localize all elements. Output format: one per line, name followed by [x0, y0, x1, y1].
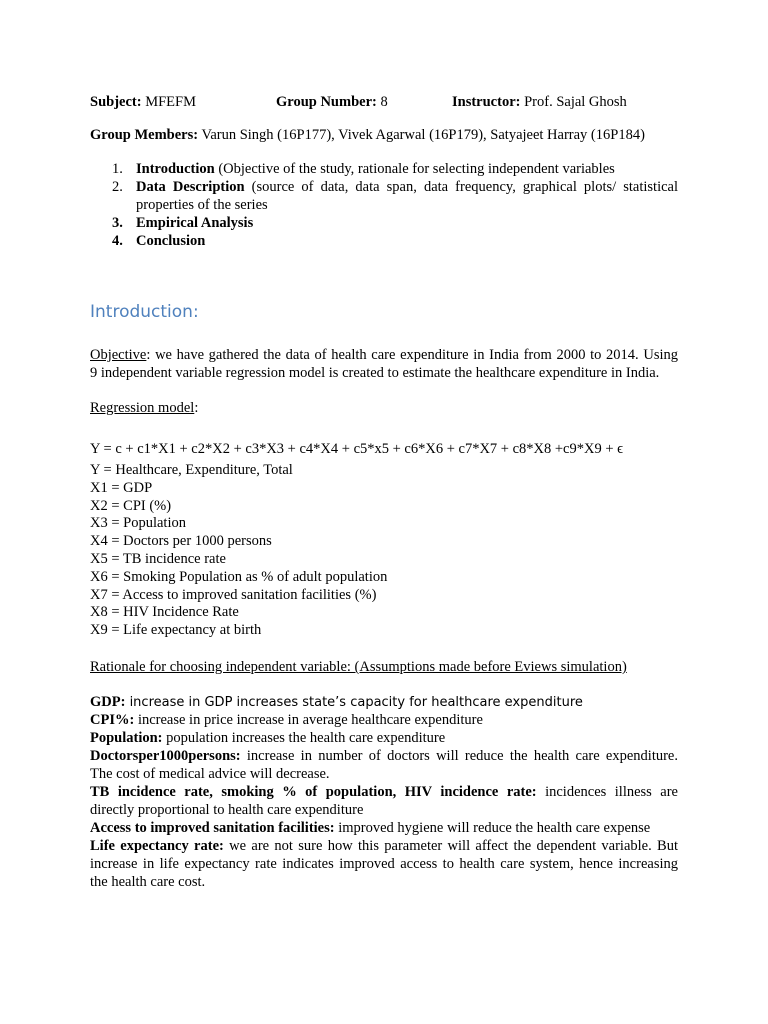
group-number-label: Group Number:	[276, 94, 377, 110]
outline-number: 2.	[112, 179, 123, 195]
instructor-label: Instructor:	[452, 94, 521, 110]
outline-list	[90, 160, 678, 250]
outline-number: 3.	[112, 215, 123, 231]
rationale-doctors-line-2: The cost of medical advice will decrease.	[90, 766, 330, 782]
rationale-sanitation-label: Access to improved sanitation facilities:	[90, 820, 335, 836]
objective-line-2: 9 independent variable regression model is created to estimate the healthcare expenditure in India.	[90, 365, 660, 381]
rationale-gdp-label: GDP:	[90, 694, 126, 710]
outline-title: Data Description	[136, 179, 245, 195]
outline-item	[90, 160, 678, 178]
variable-item: X4 = Doctors per 1000 persons	[90, 533, 272, 550]
outline-number: 4.	[112, 233, 123, 249]
outline-desc: (Objective of the study, rationale for selecting independent variables	[218, 161, 615, 177]
regression-colon: :	[194, 400, 199, 416]
rationale-population-text: population increases the health care expenditure	[162, 730, 446, 746]
rationale-life-line-2: increase in life expectancy rate indicates improved access to health care system, hence increasing	[90, 856, 678, 872]
rationale-population	[90, 729, 445, 747]
instructor-field	[452, 93, 627, 111]
variable-item: X5 = TB incidence rate	[90, 550, 226, 567]
regression-equation: Y = c + c1*X1 + c2*X2 + c3*X3 + c4*X4 + c5*x5 + c6*X6 + c7*X7 + c8*X8 +c9*X9 + ϵ	[90, 441, 624, 457]
rationale-gdp-text: increase in GDP increases state’s capacity for healthcare expenditure	[125, 695, 583, 710]
subject-field	[90, 93, 196, 111]
variable-item: Y = Healthcare, Expenditure, Total	[90, 462, 293, 478]
rationale-life-line-3: the health care cost.	[90, 874, 206, 890]
rationale-sanitation	[90, 819, 650, 837]
rationale-gdp	[90, 693, 583, 712]
rationale-doctors-line-1	[90, 747, 678, 765]
group-number-value: 8	[380, 94, 388, 110]
objective-line-1	[90, 346, 678, 364]
rationale-tb-label: TB incidence rate, smoking % of population, HIV incidence rate:	[90, 784, 537, 800]
group-number-field	[276, 93, 388, 111]
rationale-sanitation-text: improved hygiene will reduce the health care expense	[334, 820, 651, 836]
subject-value: MFEFM	[145, 94, 196, 110]
outline-desc: (source of data, data span, data frequency, graphical plots/ statistical properties of the series	[136, 179, 679, 213]
rationale-cpi	[90, 711, 483, 729]
objective-text-1: : we have gathered the data of health care expenditure in India from 2000 to 2014. Using	[146, 347, 678, 363]
outline-item	[90, 232, 678, 250]
variable-item: X7 = Access to improved sanitation facilities (%)	[90, 586, 377, 603]
rationale-life-label: Life expectancy rate:	[90, 838, 224, 854]
rationale-doctors-text-1: increase in number of doctors will reduce the health care expenditure.	[240, 748, 678, 764]
subject-label: Subject:	[90, 94, 142, 110]
outline-item	[90, 178, 678, 214]
rationale-cpi-text: increase in price increase in average healthcare expenditure	[134, 712, 483, 728]
regression-label: Regression model	[90, 400, 195, 416]
outline-number: 1.	[112, 161, 123, 177]
variable-item: X6 = Smoking Population as % of adult population	[90, 568, 388, 585]
variable-item: X3 = Population	[90, 515, 186, 532]
rationale-tb-text-1: incidences illness are	[536, 784, 678, 800]
group-members-label: Group Members:	[90, 127, 199, 143]
rationale-doctors-label: Doctorsper1000persons:	[90, 748, 241, 764]
rationale-title-text: Rationale for choosing independent variable: (Assumptions made before Eviews simulation)	[90, 659, 627, 675]
rationale-life-line-1	[90, 837, 678, 855]
rationale-tb-line-1	[90, 783, 678, 801]
objective-label: Objective	[90, 347, 147, 363]
outline-title: Conclusion	[136, 233, 206, 249]
regression-model-title	[90, 399, 198, 417]
instructor-value: Prof. Sajal Ghosh	[524, 94, 627, 110]
variable-item: X2 = CPI (%)	[90, 497, 172, 514]
section-heading-introduction: Introduction:	[90, 302, 199, 322]
variable-item: X9 = Life expectancy at birth	[90, 622, 262, 639]
rationale-life-text-1: we are not sure how this parameter will affect the dependent variable. But	[223, 838, 679, 854]
rationale-title	[90, 658, 627, 676]
group-members	[90, 126, 645, 144]
rationale-population-label: Population:	[90, 730, 163, 746]
variable-list	[90, 462, 387, 640]
variable-item: X8 = HIV Incidence Rate	[90, 604, 239, 621]
variable-item: X1 = GDP	[90, 479, 153, 496]
group-members-value: Varun Singh (16P177), Vivek Agarwal (16P179), Satyajeet Harray (16P184)	[201, 127, 645, 143]
rationale-tb-line-2: directly proportional to health care expenditure	[90, 802, 364, 818]
outline-title: Introduction	[136, 161, 215, 177]
outline-title: Empirical Analysis	[136, 215, 254, 231]
rationale-cpi-label: CPI%:	[90, 712, 135, 728]
outline-item	[90, 214, 678, 232]
